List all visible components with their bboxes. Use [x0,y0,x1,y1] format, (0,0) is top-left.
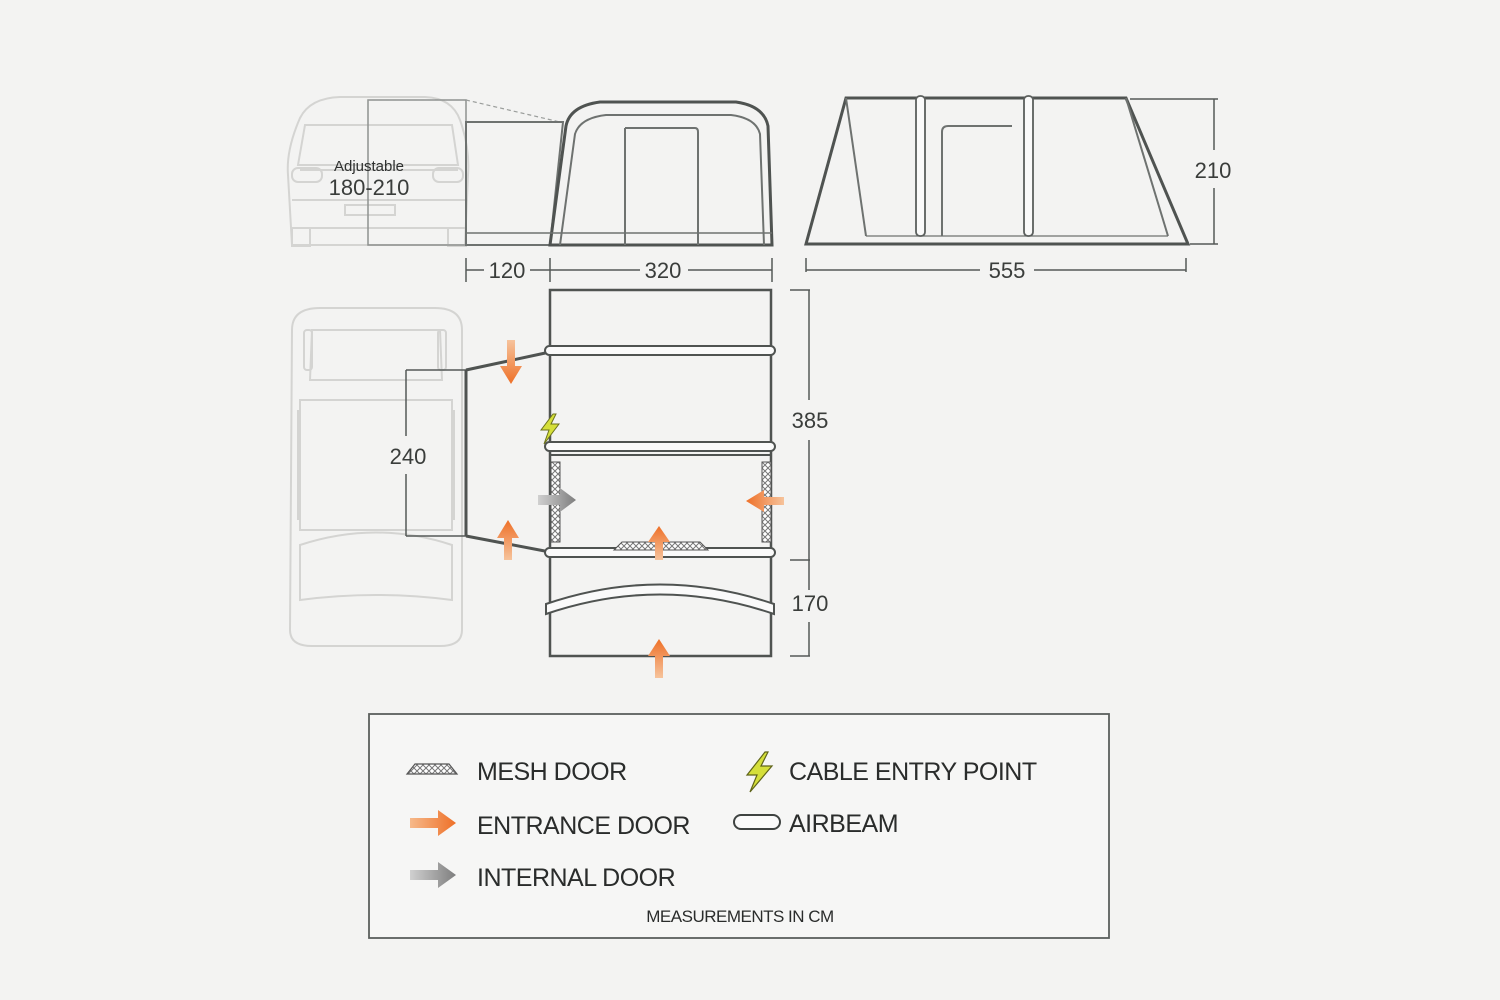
legend-entrance-door: ENTRANCE DOOR [477,812,690,840]
width-dimension [466,258,772,283]
dim-240: 240 [389,444,427,469]
airbeam-plan-2 [545,442,775,451]
dim-210: 210 [1194,158,1232,183]
floor-plan [290,290,828,678]
airbeam-plan-4 [546,585,774,615]
side-airbeam-2 [1024,96,1033,236]
adjustable-range: 180-210 [328,175,410,200]
mesh-door-icon [407,764,457,774]
airbeam-plan-1 [545,346,775,355]
legend-mesh-door: MESH DOOR [477,758,627,786]
van-top-silhouette [290,308,462,646]
adjustable-label: Adjustable [333,158,405,175]
entrance-door-arrows [497,340,784,678]
airbeam-icon [734,815,780,829]
entrance-arrow-awning-bottom [497,520,519,560]
entrance-arrow-porch [648,639,670,678]
legend-measurements-note: MEASUREMENTS IN CM [646,907,834,926]
side-elevation [806,96,1231,283]
dim-320: 320 [644,258,682,283]
dim-120: 120 [488,258,526,283]
dim-385: 385 [791,408,829,433]
awning-tunnel [466,122,563,245]
legend-internal-door: INTERNAL DOOR [477,864,676,892]
legend [369,714,1109,938]
dim-170: 170 [791,591,829,616]
side-airbeam-1 [916,96,925,236]
main-tent-front [550,102,772,245]
front-elevation [288,97,772,283]
legend-airbeam: AIRBEAM [789,810,899,838]
dim-555: 555 [988,258,1026,283]
legend-cable-entry-point: CABLE ENTRY POINT [789,758,1037,786]
